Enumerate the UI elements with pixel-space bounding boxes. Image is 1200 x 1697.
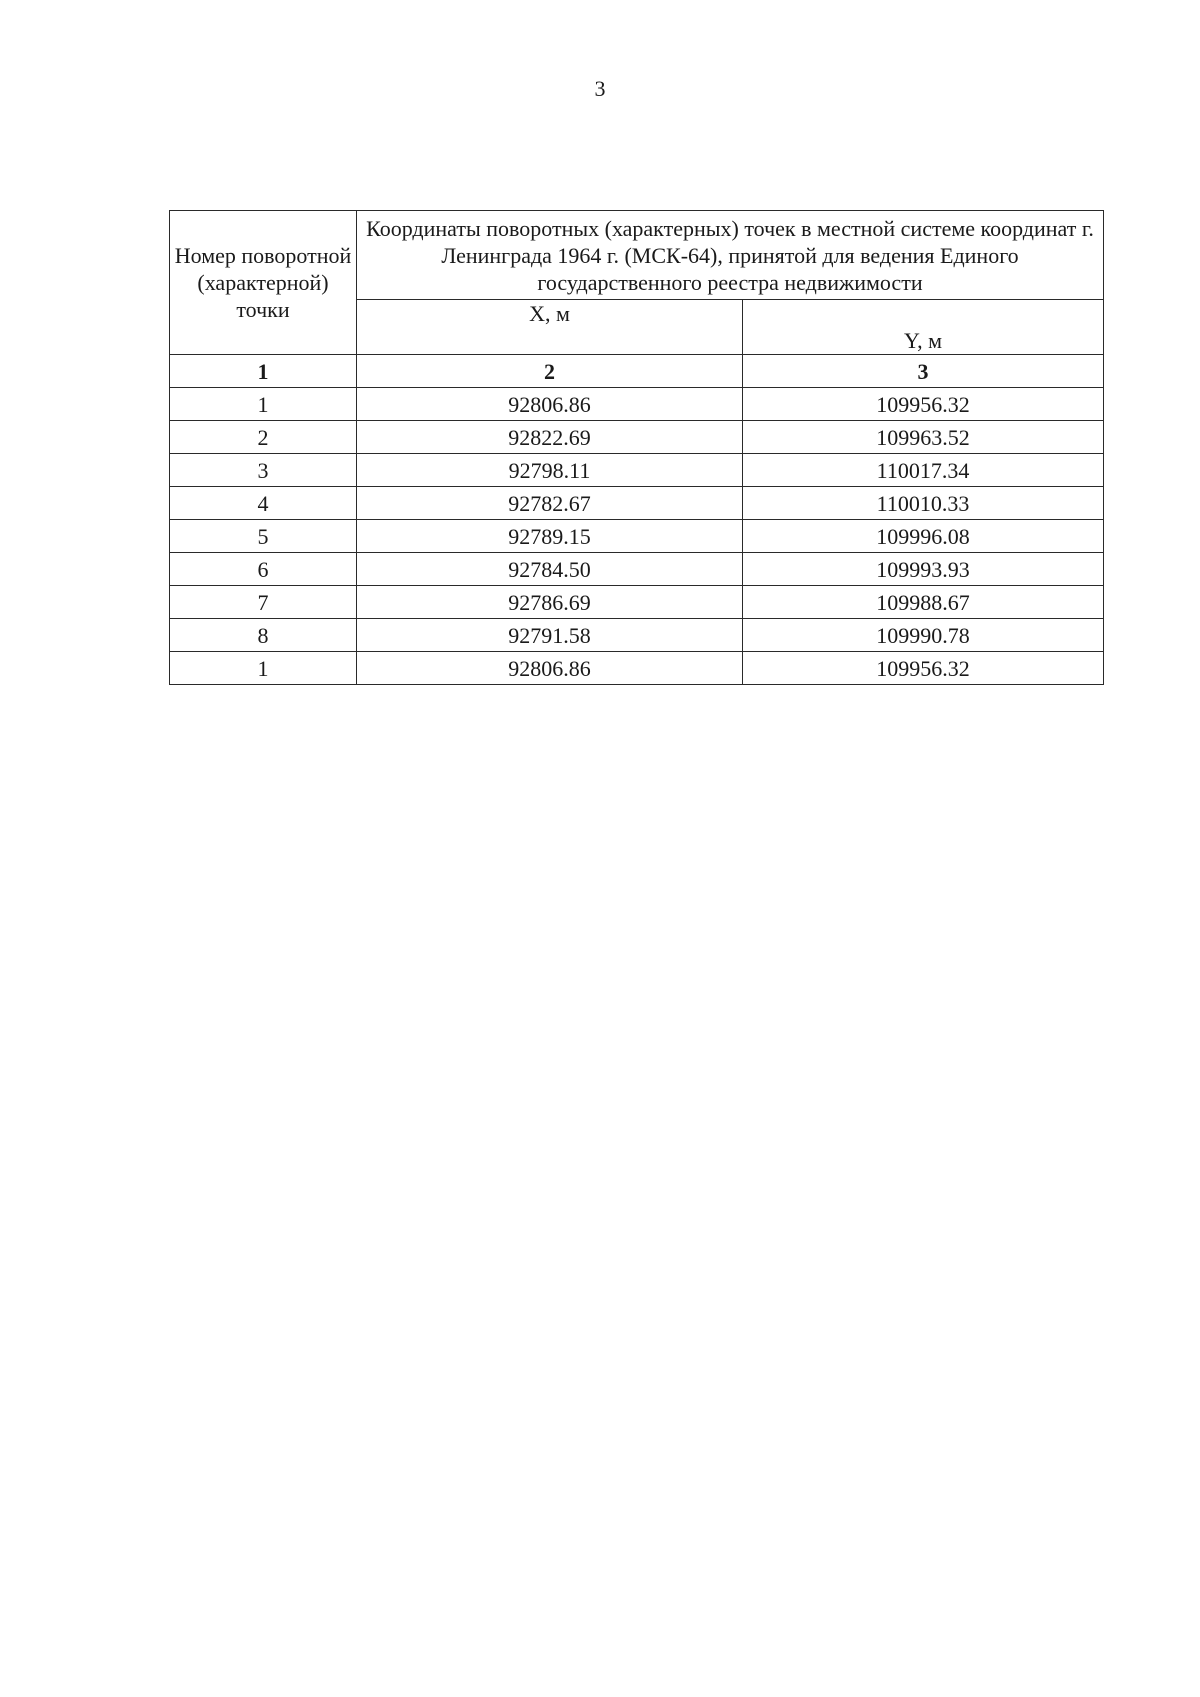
x-value: 92786.69 <box>357 586 743 619</box>
header-x: X, м <box>357 300 743 355</box>
y-value: 109956.32 <box>743 388 1104 421</box>
x-value: 92822.69 <box>357 421 743 454</box>
point-number: 6 <box>170 553 357 586</box>
header-point-number: Номер поворотной (характерной) точки <box>170 211 357 355</box>
y-value: 109990.78 <box>743 619 1104 652</box>
point-number: 1 <box>170 388 357 421</box>
x-value: 92806.86 <box>357 388 743 421</box>
x-value: 92806.86 <box>357 652 743 685</box>
x-value: 92791.58 <box>357 619 743 652</box>
column-index-row <box>170 355 1104 388</box>
coordinates-table <box>169 210 1104 685</box>
point-number: 8 <box>170 619 357 652</box>
table-row <box>170 454 1104 487</box>
column-index-3: 3 <box>743 355 1104 388</box>
x-value: 92798.11 <box>357 454 743 487</box>
table-row <box>170 652 1104 685</box>
y-value: 109956.32 <box>743 652 1104 685</box>
page-number: 3 <box>594 76 606 101</box>
table-row <box>170 586 1104 619</box>
y-value: 110010.33 <box>743 487 1104 520</box>
point-number: 7 <box>170 586 357 619</box>
point-number: 1 <box>170 652 357 685</box>
header-y: Y, м <box>743 300 1104 355</box>
point-number: 4 <box>170 487 357 520</box>
y-value: 109988.67 <box>743 586 1104 619</box>
column-index-2: 2 <box>357 355 743 388</box>
x-value: 92782.67 <box>357 487 743 520</box>
y-value: 109996.08 <box>743 520 1104 553</box>
table-row <box>170 520 1104 553</box>
table-row <box>170 421 1104 454</box>
x-value: 92789.15 <box>357 520 743 553</box>
header-coordinates-group: Координаты поворотных (характерных) точек в местной системе координат г. Ленинграда 1964 г. (МСК-64), принятой для ведения Единого государственного реестра недвижимости <box>357 211 1104 300</box>
table-row <box>170 553 1104 586</box>
point-number: 3 <box>170 454 357 487</box>
table-row <box>170 619 1104 652</box>
point-number: 2 <box>170 421 357 454</box>
y-value: 109993.93 <box>743 553 1104 586</box>
x-value: 92784.50 <box>357 553 743 586</box>
table-row <box>170 388 1104 421</box>
table-row <box>170 487 1104 520</box>
y-value: 109963.52 <box>743 421 1104 454</box>
column-index-1: 1 <box>170 355 357 388</box>
y-value: 110017.34 <box>743 454 1104 487</box>
point-number: 5 <box>170 520 357 553</box>
